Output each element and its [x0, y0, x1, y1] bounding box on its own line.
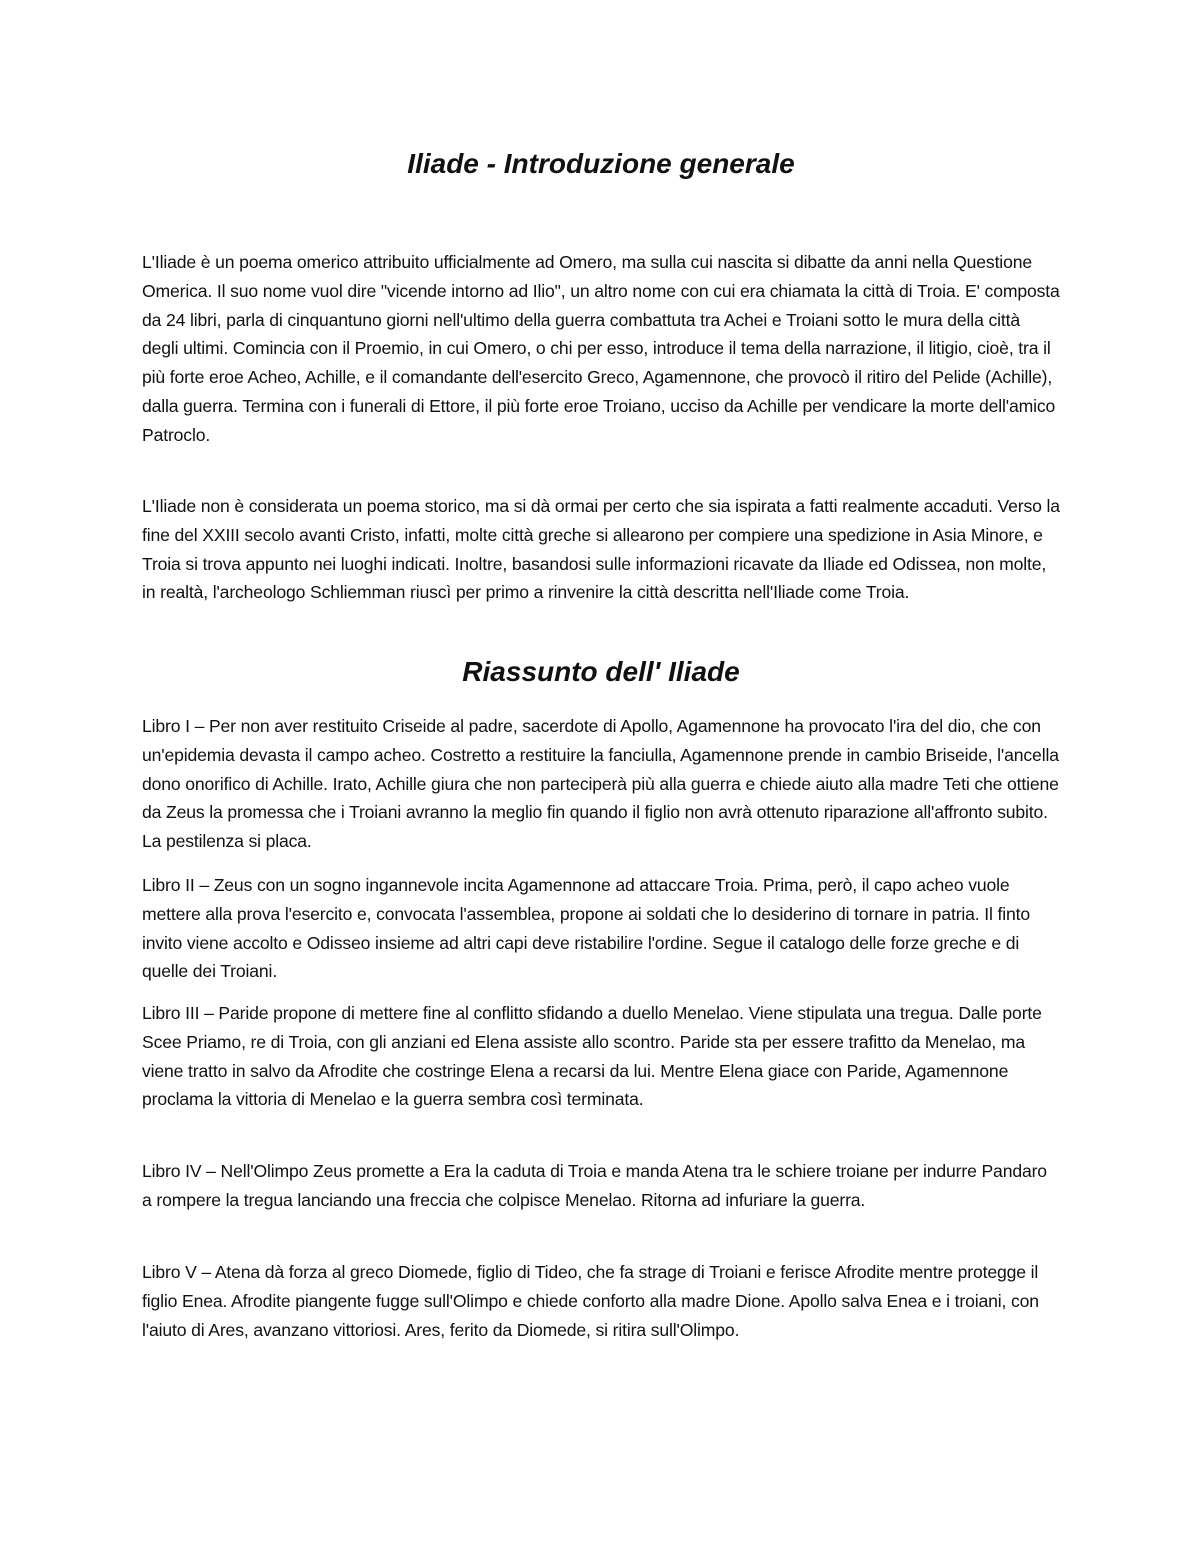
intro-heading: Iliade - Introduzione generale	[407, 148, 795, 179]
libro-1-paragraph: Libro I – Per non aver restituito Criseide al padre, sacerdote di Apollo, Agamennone ha provocato l'ira del dio, che con un'epidemia devasta il campo acheo. Costretto a restituire la fanciulla, Agamennone prende in cambio Briseide, l'ancella dono onorifico di Achille. Irato, Achille giura che non parteciperà più alla guerra e chiede aiuto alla madre Teti che ottiene da Zeus la promessa che i Troiani avranno la meglio fin quando il figlio non avrà ottenuto riparazione all'affronto subito. La pestilenza si placa.	[142, 716, 1059, 852]
libro-4-paragraph: Libro IV – Nell'Olimpo Zeus promette a Era la caduta di Troia e manda Atena tra le schiere troiane per indurre Pandaro a rompere la tregua lanciando una freccia che colpisce Menelao. Ritorna ad infuriare la guerra.	[142, 1161, 1047, 1210]
libro-3-paragraph: Libro III – Paride propone di mettere fine al conflitto sfidando a duello Menelao. Viene stipulata una tregua. Dalle porte Scee Priamo, re di Troia, con gli anziani ed Elena assiste allo scontro. Paride sta per essere trafitto da Menelao, ma viene tratto in salvo da Afrodite che costringe Elena a recarsi da lui. Mentre Elena giace con Paride, Agamennone proclama la vittoria di Menelao e la guerra sembra così terminata.	[142, 1003, 1042, 1110]
libro-5-paragraph: Libro V – Atena dà forza al greco Diomede, figlio di Tideo, che fa strage di Troiani e ferisce Afrodite mentre protegge il figlio Enea. Afrodite piangente fugge sull'Olimpo e chiede conforto alla madre Dione. Apollo salva Enea e i troiani, con l'aiuto di Ares, avanzano vittoriosi. Ares, ferito da Diomede, si ritira sull'Olimpo.	[142, 1262, 1039, 1340]
libro-2-paragraph: Libro II – Zeus con un sogno ingannevole incita Agamennone ad attaccare Troia. Prima, però, il capo acheo vuole mettere alla prova l'esercito e, convocata l'assemblea, propone ai soldati che lo desiderino di tornare in patria. Il finto invito viene accolto e Odisseo insieme ad altri capi deve ristabilire l'ordine. Segue il catalogo delle forze greche e di quelle dei Troiani.	[142, 875, 1031, 982]
intro-paragraph-1: L'Iliade è un poema omerico attribuito ufficialmente ad Omero, ma sulla cui nascita si dibatte da anni nella Questione Omerica. Il suo nome vuol dire "vicende intorno ad Ilio", un altro nome con cui era chiamata la città di Troia. E' composta da 24 libri, parla di cinquantuno giorni nell'ultimo della guerra combattuta tra Achei e Troiani sotto le mura della città degli ultimi. Comincia con il Proemio, in cui Omero, o chi per esso, introduce il tema della narrazione, il litigio, cioè, tra il più forte eroe Acheo, Achille, e il comandante dell'esercito Greco, Agamennone, che provocò il ritiro del Pelide (Achille), dalla guerra. Termina con i funerali di Ettore, il più forte eroe Troiano, ucciso da Achille per vendicare la morte dell'amico Patroclo.	[142, 252, 1060, 445]
intro-paragraph-2: L'Iliade non è considerata un poema storico, ma si dà ormai per certo che sia ispirata a fatti realmente accaduti. Verso la fine del XXIII secolo avanti Cristo, infatti, molte città greche si allearono per compiere una spedizione in Asia Minore, e Troia si trova appunto nei luoghi indicati. Inoltre, basandosi sulle informazioni ricavate da Iliade ed Odissea, non molte, in realtà, l'archeologo Schliemman riuscì per primo a rinvenire la città descritta nell'Iliade come Troia.	[142, 496, 1060, 603]
summary-heading: Riassunto dell' Iliade	[462, 656, 740, 687]
